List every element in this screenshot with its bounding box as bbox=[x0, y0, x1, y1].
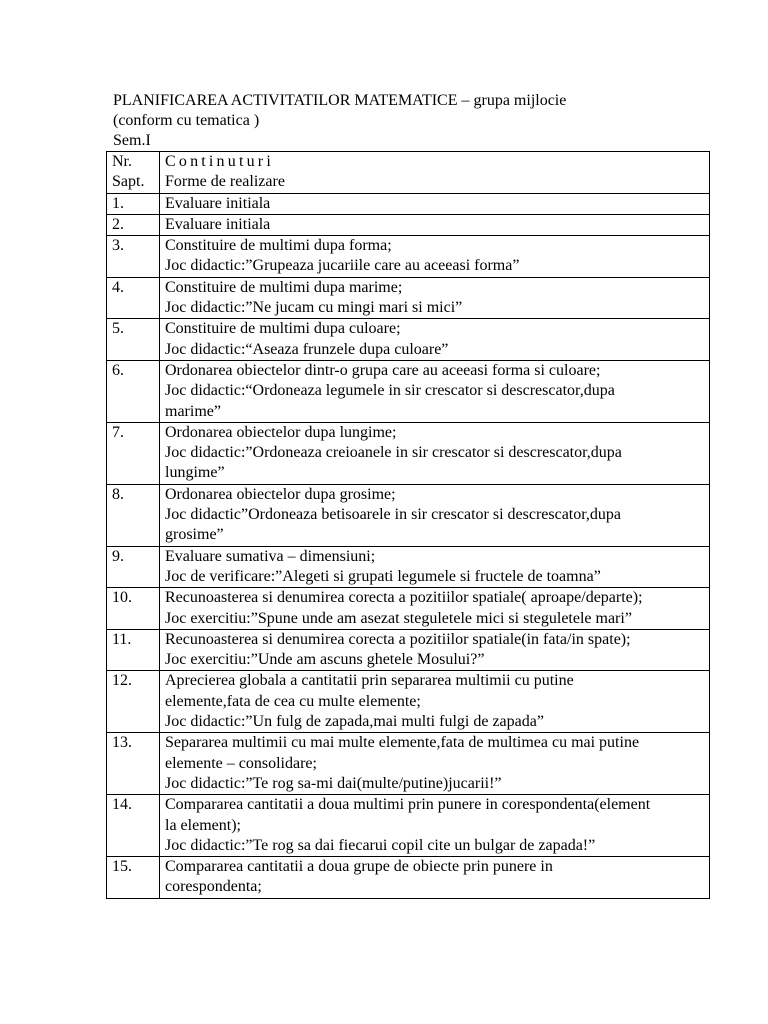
content-cell bbox=[160, 546, 710, 588]
week-number-cell: 5. bbox=[107, 319, 160, 361]
content-line: Recunoasterea si denumirea corecta a pozitiilor spatiale( aproape/departe); bbox=[165, 589, 643, 607]
week-number-cell: 10. bbox=[107, 588, 160, 630]
content-line: Constituire de multimi dupa culoare; bbox=[165, 320, 401, 338]
table-row bbox=[107, 319, 710, 361]
table-row bbox=[107, 795, 710, 857]
table-body bbox=[107, 193, 710, 898]
content-line: Joc didactic:”Te rog sa-mi dai(multe/putine)jucarii!” bbox=[165, 774, 502, 792]
table-row bbox=[107, 422, 710, 484]
content-line: corespondenta; bbox=[165, 878, 262, 896]
content-cell bbox=[160, 857, 710, 899]
content-header-line1: Continuturi bbox=[165, 153, 274, 170]
week-number-cell: 7. bbox=[107, 422, 160, 484]
content-header bbox=[160, 152, 710, 194]
semester-label: Sem.I bbox=[113, 132, 151, 149]
table-row bbox=[107, 857, 710, 899]
content-line: Ordonarea obiectelor dupa lungime; bbox=[165, 423, 397, 441]
week-number-cell: 9. bbox=[107, 546, 160, 588]
content-cell bbox=[160, 236, 710, 278]
content-line: Compararea cantitatii a doua multimi prin punere in corespondenta(element bbox=[165, 796, 651, 814]
content-cell bbox=[160, 193, 710, 214]
content-line: marime” bbox=[165, 402, 221, 420]
week-number-cell: 3. bbox=[107, 236, 160, 278]
week-number-header-line2: Sapt. bbox=[112, 173, 145, 191]
content-line: Aprecierea globala a cantitatii prin separarea multimii cu putine bbox=[165, 672, 574, 690]
week-number-cell: 12. bbox=[107, 671, 160, 733]
content-cell bbox=[160, 588, 710, 630]
content-line: Evaluare sumativa – dimensiuni; bbox=[165, 547, 376, 565]
table-row bbox=[107, 236, 710, 278]
content-cell bbox=[160, 795, 710, 857]
week-number-cell: 6. bbox=[107, 360, 160, 422]
content-cell bbox=[160, 671, 710, 733]
content-line: Joc didactic:”Un fulg de zapada,mai multi fulgi de zapada” bbox=[165, 713, 544, 731]
table-row bbox=[107, 588, 710, 630]
week-number-cell: 8. bbox=[107, 484, 160, 546]
week-number-cell: 1. bbox=[107, 193, 160, 214]
week-number-header bbox=[107, 152, 160, 194]
content-line: Joc didactic:“Ordoneaza legumele in sir crescator si descrescator,dupa bbox=[165, 382, 615, 400]
content-line: lungime” bbox=[165, 464, 225, 482]
table-row bbox=[107, 193, 710, 214]
content-line: elemente,fata de cea cu multe elemente; bbox=[165, 692, 421, 710]
table-row bbox=[107, 277, 710, 319]
content-line: la element); bbox=[165, 816, 241, 834]
week-number-cell: 13. bbox=[107, 733, 160, 795]
content-line: Joc didactic:”Ordoneaza creioanele in sir crescator si descrescator,dupa bbox=[165, 444, 622, 462]
content-cell bbox=[160, 484, 710, 546]
content-line: Ordonarea obiectelor dupa grosime; bbox=[165, 485, 396, 503]
content-line: Joc de verificare:”Alegeti si grupati legumele si fructele de toamna” bbox=[165, 567, 601, 585]
content-line: Ordonarea obiectelor dintr-o grupa care au aceeasi forma si culoare; bbox=[165, 361, 601, 379]
week-number-cell: 2. bbox=[107, 214, 160, 235]
content-cell bbox=[160, 629, 710, 671]
table-row bbox=[107, 629, 710, 671]
content-line: Recunoasterea si denumirea corecta a pozitiilor spatiale(in fata/in spate); bbox=[165, 630, 631, 648]
table-row bbox=[107, 360, 710, 422]
content-cell bbox=[160, 360, 710, 422]
planning-table bbox=[106, 151, 710, 899]
document-heading bbox=[113, 91, 566, 151]
week-number-cell: 15. bbox=[107, 857, 160, 899]
week-number-cell: 14. bbox=[107, 795, 160, 857]
content-header-line2: Forme de realizare bbox=[165, 173, 285, 191]
table-row bbox=[107, 546, 710, 588]
content-cell bbox=[160, 422, 710, 484]
week-number-cell: 4. bbox=[107, 277, 160, 319]
content-line: Constituire de multimi dupa forma; bbox=[165, 237, 392, 255]
content-line: elemente – consolidare; bbox=[165, 754, 317, 772]
content-line: Joc exercitiu:”Unde am ascuns ghetele Mosului?” bbox=[165, 651, 485, 669]
content-line: Joc didactic:”Te rog sa dai fiecarui copil cite un bulgar de zapada!” bbox=[165, 836, 596, 854]
table-row bbox=[107, 214, 710, 235]
content-cell bbox=[160, 733, 710, 795]
content-line: Evaluare initiala bbox=[165, 194, 271, 212]
table-header-row bbox=[107, 152, 710, 194]
document-subtitle: (conform cu tematica ) bbox=[113, 112, 260, 129]
content-line: Joc exercitiu:”Spune unde am asezat steguletele mici si steguletele mari” bbox=[165, 609, 632, 627]
content-cell bbox=[160, 214, 710, 235]
content-cell bbox=[160, 319, 710, 361]
table-row bbox=[107, 733, 710, 795]
content-line: Evaluare initiala bbox=[165, 215, 271, 233]
content-line: Compararea cantitatii a doua grupe de obiecte prin punere in bbox=[165, 858, 553, 876]
table-row bbox=[107, 671, 710, 733]
week-number-header-line1: Nr. bbox=[112, 153, 132, 170]
content-cell bbox=[160, 277, 710, 319]
content-line: Joc didactic:”Ne jucam cu mingi mari si mici” bbox=[165, 299, 463, 317]
week-number-cell: 11. bbox=[107, 629, 160, 671]
content-line: Joc didactic”Ordoneaza betisoarele in sir crescator si descrescator,dupa bbox=[165, 506, 622, 524]
content-line: Constituire de multimi dupa marime; bbox=[165, 278, 403, 296]
table-row bbox=[107, 484, 710, 546]
document-title: PLANIFICAREA ACTIVITATILOR MATEMATICE – grupa mijlocie bbox=[113, 92, 567, 109]
content-line: Joc didactic:“Aseaza frunzele dupa culoare” bbox=[165, 340, 449, 358]
content-line: Joc didactic:”Grupeaza jucariile care au aceeasi forma” bbox=[165, 257, 520, 275]
content-line: Separarea multimii cu mai multe elemente,fata de multimea cu mai putine bbox=[165, 734, 640, 752]
content-line: grosime” bbox=[165, 526, 224, 544]
